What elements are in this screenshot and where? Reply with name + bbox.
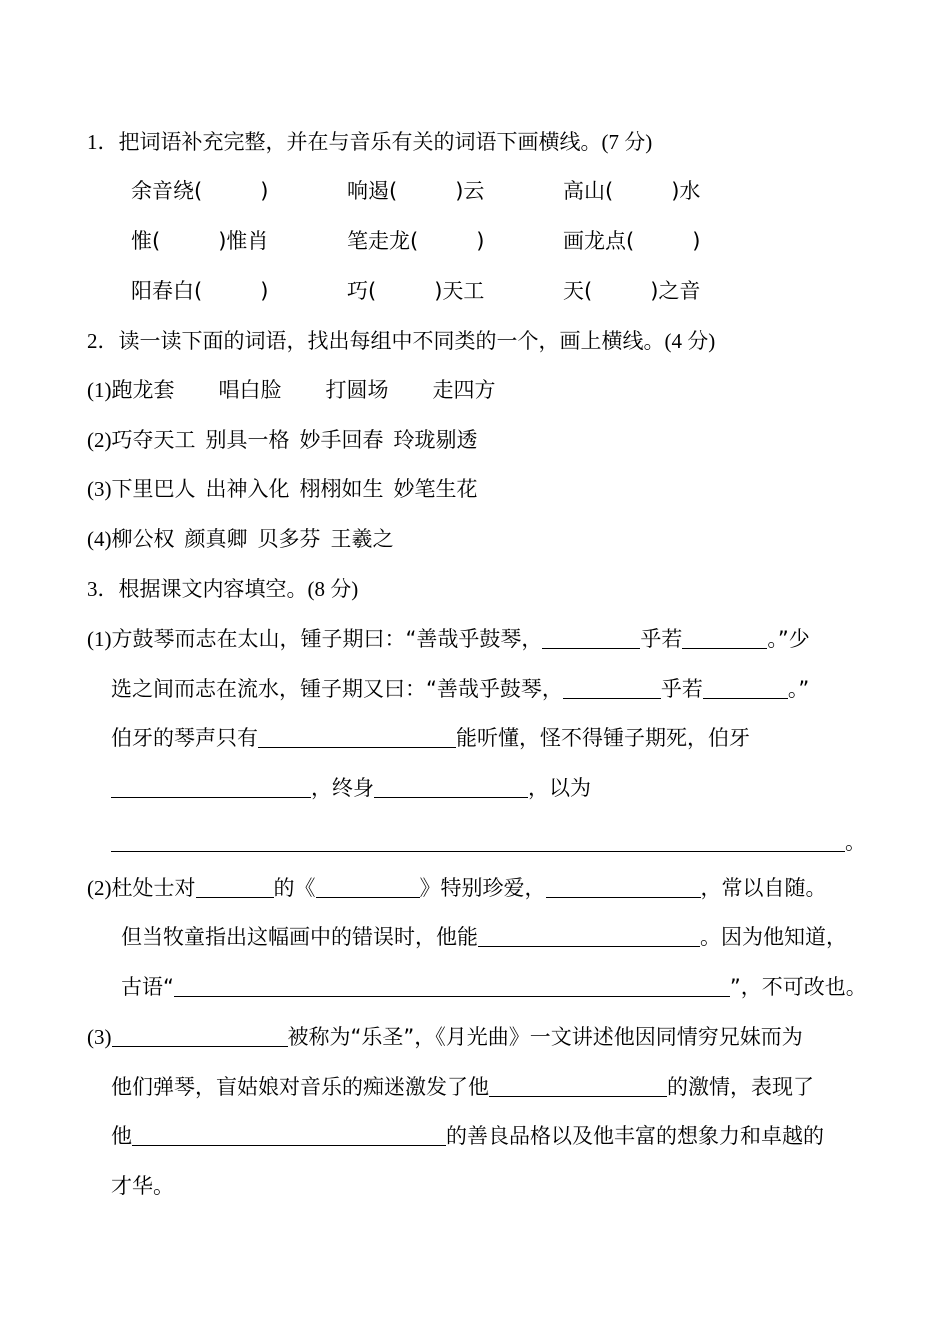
q3-heading: [87, 575, 358, 603]
answer-blank[interactable]: [112, 1024, 288, 1047]
answer-blank[interactable]: [478, 924, 700, 947]
q1-item: 巧( )天工: [347, 279, 485, 303]
q3-p3-line2: 他们弹琴，盲姑娘对音乐的痴迷激发了他 的激情，表现了: [111, 1075, 814, 1099]
answer-blank[interactable]: [316, 875, 420, 898]
q2-score: (4 分): [664, 329, 716, 353]
q1-heading: [87, 128, 652, 156]
q3-p1-line2: 选之间而志在流水，锺子期又曰：“善哉乎鼓琴， 乎若 。”: [111, 677, 810, 701]
answer-blank[interactable]: [196, 875, 274, 898]
answer-blank[interactable]: [174, 974, 730, 997]
q1-item: 响遏( )云: [347, 179, 485, 203]
q3-p1-line1: (1)方鼓琴而志在太山，锺子期曰：“善哉乎鼓琴， 乎若 。”少: [87, 627, 810, 651]
q1-item: 阳春白( ): [131, 279, 269, 303]
q2-number: 2．: [87, 329, 119, 353]
q3-p2-line3: 古语“ ”，不可改也。: [121, 975, 867, 999]
q3-number: 3．: [87, 577, 119, 601]
q1-item: 画龙点( ): [563, 229, 701, 253]
answer-blank[interactable]: [542, 626, 640, 649]
q1-title: 把词语补充完整，并在与音乐有关的词语下画横线。: [118, 130, 602, 154]
q3-p3-line3: 他 的善良品格以及他丰富的想象力和卓越的: [111, 1124, 824, 1148]
q2-title: 读一读下面的词语，找出每组中不同类的一个，画上横线。: [118, 329, 665, 353]
q1-item: 高山( )水: [563, 179, 701, 203]
q2-group-3: (3)下里巴人 出神入化 栩栩如生 妙笔生花: [87, 477, 478, 501]
answer-blank[interactable]: [546, 875, 701, 898]
q1-item: 天( )之音: [563, 279, 701, 303]
q1-item: 余音绕( ): [131, 179, 269, 203]
q3-p2-line2: 但当牧童指出这幅画中的错误时，他能 。因为他知道，: [121, 925, 847, 949]
q3-score: (8 分): [307, 577, 359, 601]
q2-heading: [87, 327, 715, 355]
q2-group-2: (2)巧夺天工 别具一格 妙手回春 玲珑剔透: [87, 428, 478, 452]
q2-group-1: (1)跑龙套 唱白脸 打圆场 走四方: [87, 378, 496, 402]
answer-blank[interactable]: [489, 1074, 667, 1097]
answer-blank[interactable]: [703, 676, 788, 699]
q3-title: 根据课文内容填空。: [118, 577, 308, 601]
answer-blank[interactable]: [258, 725, 456, 748]
q3-p3-line1: (3) 被称为“乐圣”，《月光曲》一文讲述他因同情穷兄妹而为: [87, 1025, 803, 1049]
q1-item: 笔走龙( ): [347, 229, 485, 253]
q3-p3-line4: 才华。: [111, 1174, 174, 1198]
q1-number: 1．: [87, 130, 119, 154]
answer-blank[interactable]: [132, 1123, 446, 1146]
q1-score: (7 分): [601, 130, 653, 154]
answer-blank[interactable]: [111, 829, 845, 852]
q3-p1-line3: 伯牙的琴声只有 能听懂，怪不得锺子期死，伯牙: [111, 726, 750, 750]
q1-item: 惟( )惟肖: [131, 229, 269, 253]
answer-blank[interactable]: [111, 775, 311, 798]
answer-blank[interactable]: [563, 676, 661, 699]
q3-p1-line4: ，终身 ，以为: [111, 774, 591, 802]
q3-p2-line1: (2)杜处士对 的《 》特别珍爱， ，常以自随。: [87, 876, 827, 900]
q2-group-4: (4)柳公权 颜真卿 贝多芬 王羲之: [87, 527, 394, 551]
answer-blank[interactable]: [374, 775, 528, 798]
q3-p1-line5: 。: [111, 828, 866, 856]
answer-blank[interactable]: [682, 626, 767, 649]
